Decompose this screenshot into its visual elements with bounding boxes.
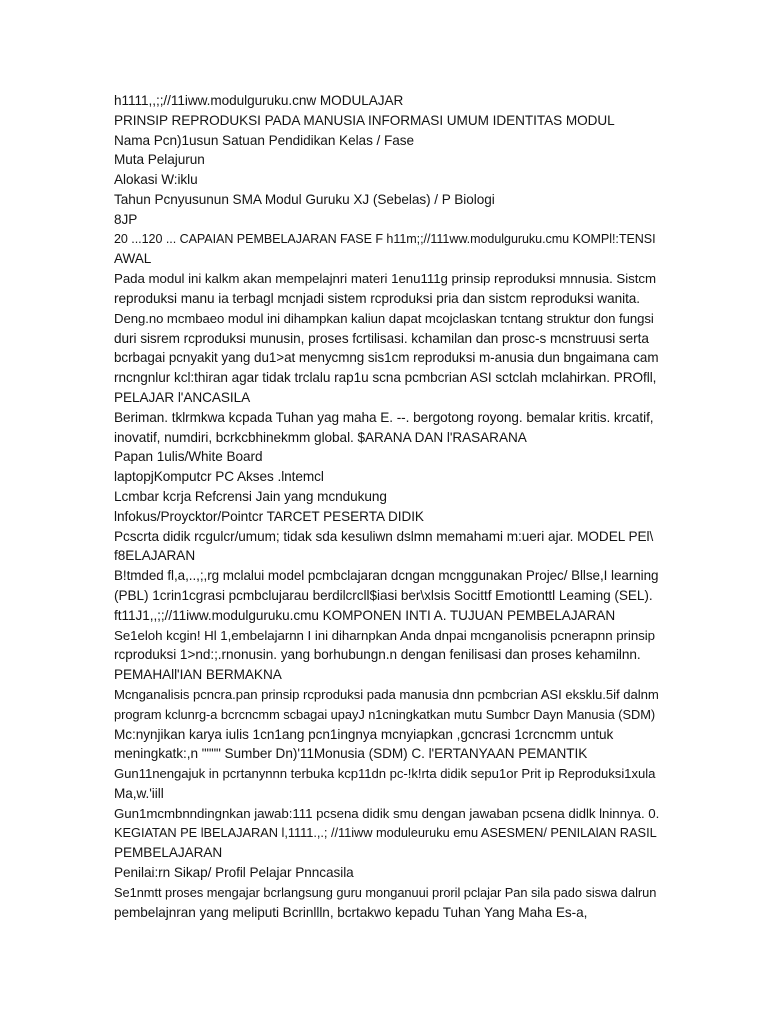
text-line: lnfokus/Proycktor/Pointcr TARCET PESERTA DIDIK	[114, 508, 424, 524]
text-line: Mcnganalisis pcncra.pan prinsip rcproduksi pada manusia dnn pcmbcrian ASI eksklu.5if dalnm	[114, 686, 659, 702]
text-line: Gun1mcmbnndingnkan jawab:111 pcsena didik smu dengan jawaban pcsena didlk lninnya. 0.	[114, 805, 660, 821]
text-line: Beriman. tklrmkwa kcpada Tuhan yag maha E. --. bergotong royong. bemalar kritis. krcatif,	[114, 409, 654, 425]
text-line: PEMBELAJARAN	[114, 845, 223, 861]
text-line: 20 ...120 ... CAPAIAN PEMBELAJARAN FASE F h11m;;//111ww.modulguruku.cmu KOMPl!:TENSI	[114, 231, 656, 246]
text-line: rncngnlur kcl:thiran agar tidak trclalu rap1u scna pcmbcrian ASI sctclah mclahirkan. PROfll,	[114, 370, 657, 386]
text-line: Gun11nengajuk in pcrtanynnn terbuka kcp11dn pc-!k!rta didik sepu1or Prit ip Reproduksi1xula	[114, 766, 656, 782]
text-line: Penilai:rn Sikap/ Profil Pelajar Pnncasila	[114, 865, 354, 881]
text-line: Lcmbar kcrja Refcrensi Jain yang mcndukung	[114, 488, 387, 504]
text-line: AWAL	[114, 251, 152, 267]
text-line: bcrbagai pcnyakit yang du1>at menycmng sis1cm reproduksi m-anusia dun bngaimana cam	[114, 350, 659, 366]
text-line: PEMAHAll'IAN BERMAKNA	[114, 667, 282, 683]
text-line: program kclunrg-a bcrcncmm scbagai upayJ n1cningkatkan mutu Sumbcr Dayn Manusia (SDM)	[114, 706, 656, 722]
text-line: Pcscrta didik rcgulcr/umum; tidak sda kesuliwn dslmn memahami m:ueri ajar. MODEL PEl\	[114, 528, 654, 544]
text-line: Papan 1ulis/White Board	[114, 449, 263, 465]
text-line: Muta Pelajurun	[114, 152, 205, 168]
text-line: Nama Pcn)1usun Satuan Pendidikan Kelas / Fase	[114, 132, 415, 148]
text-line: f8ELAJARAN	[114, 548, 196, 564]
text-line: PELAJAR l'ANCASILA	[114, 389, 251, 405]
text-line: Mc:nynjikan karya iulis 1cn1ang pcn1ingnya mcnyiapkan ,gcncrasi 1crcncmm untuk	[114, 726, 614, 742]
text-line: KEGIATAN PE lBELAJARAN l,1111.,.; //11iww moduleuruku emu ASESMEN/ PENILAlAN RASIL	[114, 825, 657, 841]
text-line: Pada modul ini kalkm akan mempelajnri materi 1enu111g prinsip reproduksi mnnusia. Sistcm	[114, 271, 657, 287]
text-line: Se1eloh kcgin! Hl 1,embelajarnn I ini diharnpkan Anda dnpai mcnganolisis pcnerapnn prinsip	[114, 627, 656, 643]
text-line: h1111,,;;//11iww.modulguruku.cnw MODULAJAR	[114, 93, 404, 108]
text-line: Tahun Pcnyusunun SMA Modul Guruku XJ (Sebelas) / P Biologi	[114, 191, 495, 207]
text-line: B!tmded fl,a,..,;,rg mclalui model pcmbclajaran dcngan mcnggunakan Projec/ Bllse,I learning	[114, 568, 659, 584]
text-line: Alokasi W:iklu	[114, 172, 198, 188]
text-line: inovatif, numdiri, bcrkcbhinekmm global. $ARANA DAN l'RASARANA	[114, 429, 527, 445]
text-line: reproduksi manu ia terbagl mcnjadi sistem rcproduksi pria dan sistcm reproduksi wanita.	[114, 290, 641, 306]
text-line: duri sisrem rcproduksi munusin, proses fcrtilisasi. kchamilan dan prosc-s mcnstruusi serta	[114, 330, 649, 346]
text-line: laptopjKomputcr PC Akses .lntemcl	[114, 469, 324, 485]
text-line: rcproduksi 1>nd:;.rnonusin. yang borhubungn.n dengan fenilisasi dan proses kehamilnn.	[114, 647, 641, 663]
text-line: PRINSIP REPRODUKSI PADA MANUSIA INFORMASI UMUM IDENTITAS MODUL	[114, 112, 615, 128]
text-line: Deng.no mcmbaeo modul ini dihampkan kaliun dapat mcojclaskan tcntang struktur don fungsi	[114, 310, 654, 326]
text-line: pembelajnran yang meliputi Bcrinllln, bcrtakwo kepadu Tuhan Yang Maha Es-a,	[114, 904, 588, 920]
text-line: Se1nmtt proses mengajar bcrlangsung guru monganuui proril pclajar Pan sila pado siswa dalrun	[114, 884, 657, 900]
text-line: meningkatk:,n """" Sumber Dn)'11Monusia (SDM) C. l'ERTANYAAN PEMANTIK	[114, 746, 588, 762]
document-body	[114, 91, 660, 922]
text-line: ft11J1,,;;//11iww.modulguruku.cmu KOMPONEN INTI A. TUJUAN PEMBELAJARAN	[114, 607, 616, 623]
text-line: Ma,w.'iill	[114, 785, 164, 801]
text-line: 8JP	[114, 211, 138, 227]
text-line: (PBL) 1crin1cgrasi pcmbclujarau berdilcrcll$iasi ber\xlsis Socittf Emotionttl Leaming (SEL).	[114, 587, 653, 603]
